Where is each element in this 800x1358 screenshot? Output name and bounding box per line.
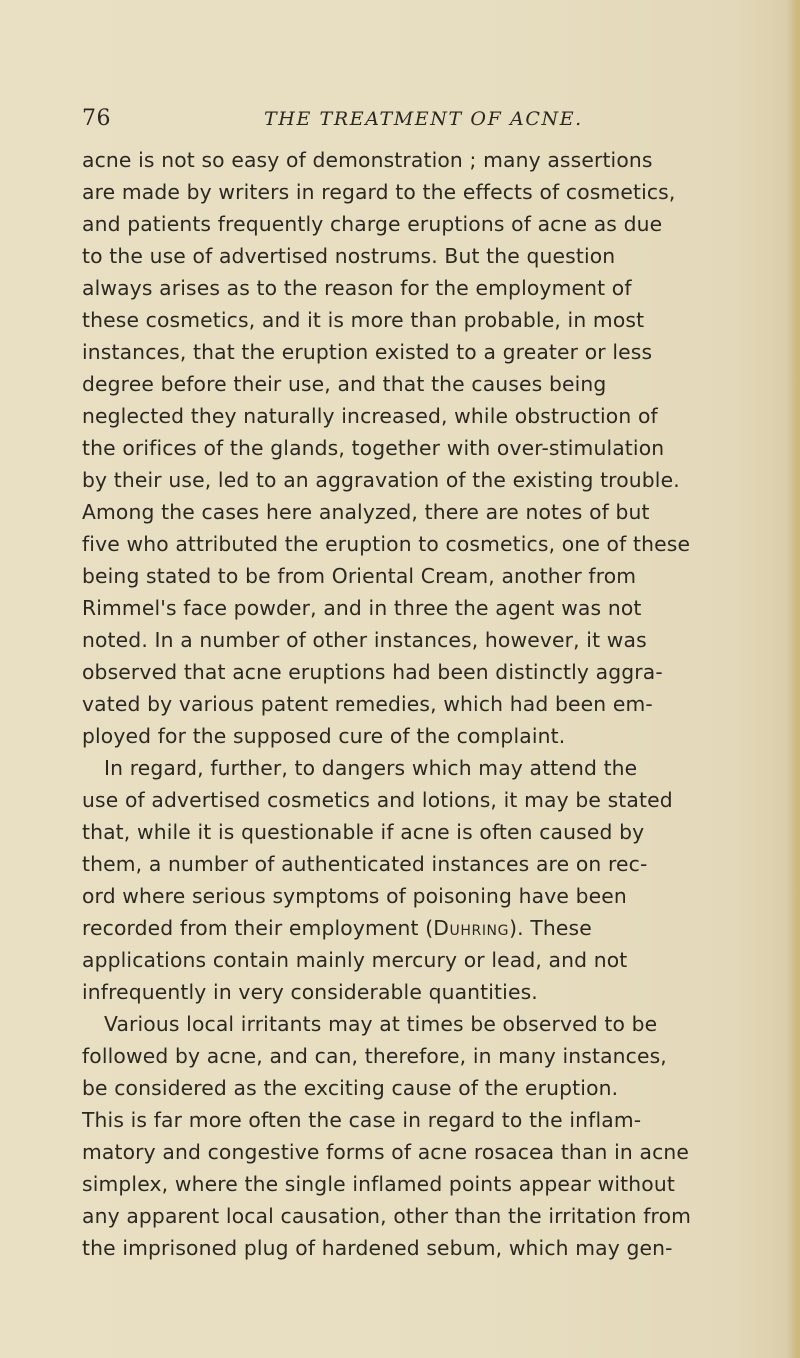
text-line: are made by writers in regard to the effects of cosmetics, xyxy=(82,180,676,204)
body-text xyxy=(82,144,768,1264)
author-citation: Duhring xyxy=(433,916,510,940)
text-line: by their use, led to an aggravation of the existing trouble. xyxy=(82,468,680,492)
text-line: Among the cases here analyzed, there are notes of but xyxy=(82,500,650,524)
text-line: ployed for the supposed cure of the complaint. xyxy=(82,724,566,748)
text-line: infrequently in very considerable quantities. xyxy=(82,980,538,1004)
text-line: neglected they naturally increased, while obstruction of xyxy=(82,404,658,428)
page-header xyxy=(82,104,722,134)
page-number: 76 xyxy=(82,106,111,131)
text-line: them, a number of authenticated instances are on rec- xyxy=(82,852,648,876)
text-line: any apparent local causation, other than the irritation from xyxy=(82,1204,692,1228)
text-line: simplex, where the single inflamed points appear without xyxy=(82,1172,675,1196)
text-line: always arises as to the reason for the employment of xyxy=(82,276,632,300)
page-edge-shadow xyxy=(786,0,800,1358)
running-title: THE TREATMENT OF ACNE. xyxy=(264,108,583,130)
text-line: noted. In a number of other instances, however, it was xyxy=(82,628,647,652)
text-line: the orifices of the glands, together with over-stimulation xyxy=(82,436,665,460)
text-line: that, while it is questionable if acne is often caused by xyxy=(82,820,645,844)
text-line: vated by various patent remedies, which had been em- xyxy=(82,692,653,716)
text-line: applications contain mainly mercury or lead, and not xyxy=(82,948,628,972)
text-line: five who attributed the eruption to cosmetics, one of these xyxy=(82,532,691,556)
text-line: observed that acne eruptions had been distinctly aggra- xyxy=(82,660,663,684)
text-line: these cosmetics, and it is more than probable, in most xyxy=(82,308,645,332)
paragraph-start-line: In regard, further, to dangers which may attend the xyxy=(104,756,638,780)
text-line-part: ). These xyxy=(509,916,592,940)
text-line: Rimmel's face powder, and in three the agent was not xyxy=(82,596,642,620)
text-line: matory and congestive forms of acne rosacea than in acne xyxy=(82,1140,690,1164)
text-line-with-citation xyxy=(82,912,768,944)
paragraph-start-line: Various local irritants may at times be observed to be xyxy=(104,1012,658,1036)
text-line-part: recorded from their employment ( xyxy=(82,916,434,940)
text-line: degree before their use, and that the causes being xyxy=(82,372,607,396)
text-line: instances, that the eruption existed to a greater or less xyxy=(82,340,653,364)
text-line: followed by acne, and can, therefore, in many instances, xyxy=(82,1044,667,1068)
text-line: This is far more often the case in regard to the inflam- xyxy=(82,1108,642,1132)
text-line: being stated to be from Oriental Cream, another from xyxy=(82,564,637,588)
text-line: to the use of advertised nostrums. But the question xyxy=(82,244,616,268)
text-line: the imprisoned plug of hardened sebum, which may gen- xyxy=(82,1236,673,1260)
text-line: be considered as the exciting cause of the eruption. xyxy=(82,1076,619,1100)
text-line: ord where serious symptoms of poisoning have been xyxy=(82,884,627,908)
text-line: use of advertised cosmetics and lotions, it may be stated xyxy=(82,788,673,812)
text-line: acne is not so easy of demonstration ; many assertions xyxy=(82,148,653,172)
text-line: and patients frequently charge eruptions of acne as due xyxy=(82,212,663,236)
